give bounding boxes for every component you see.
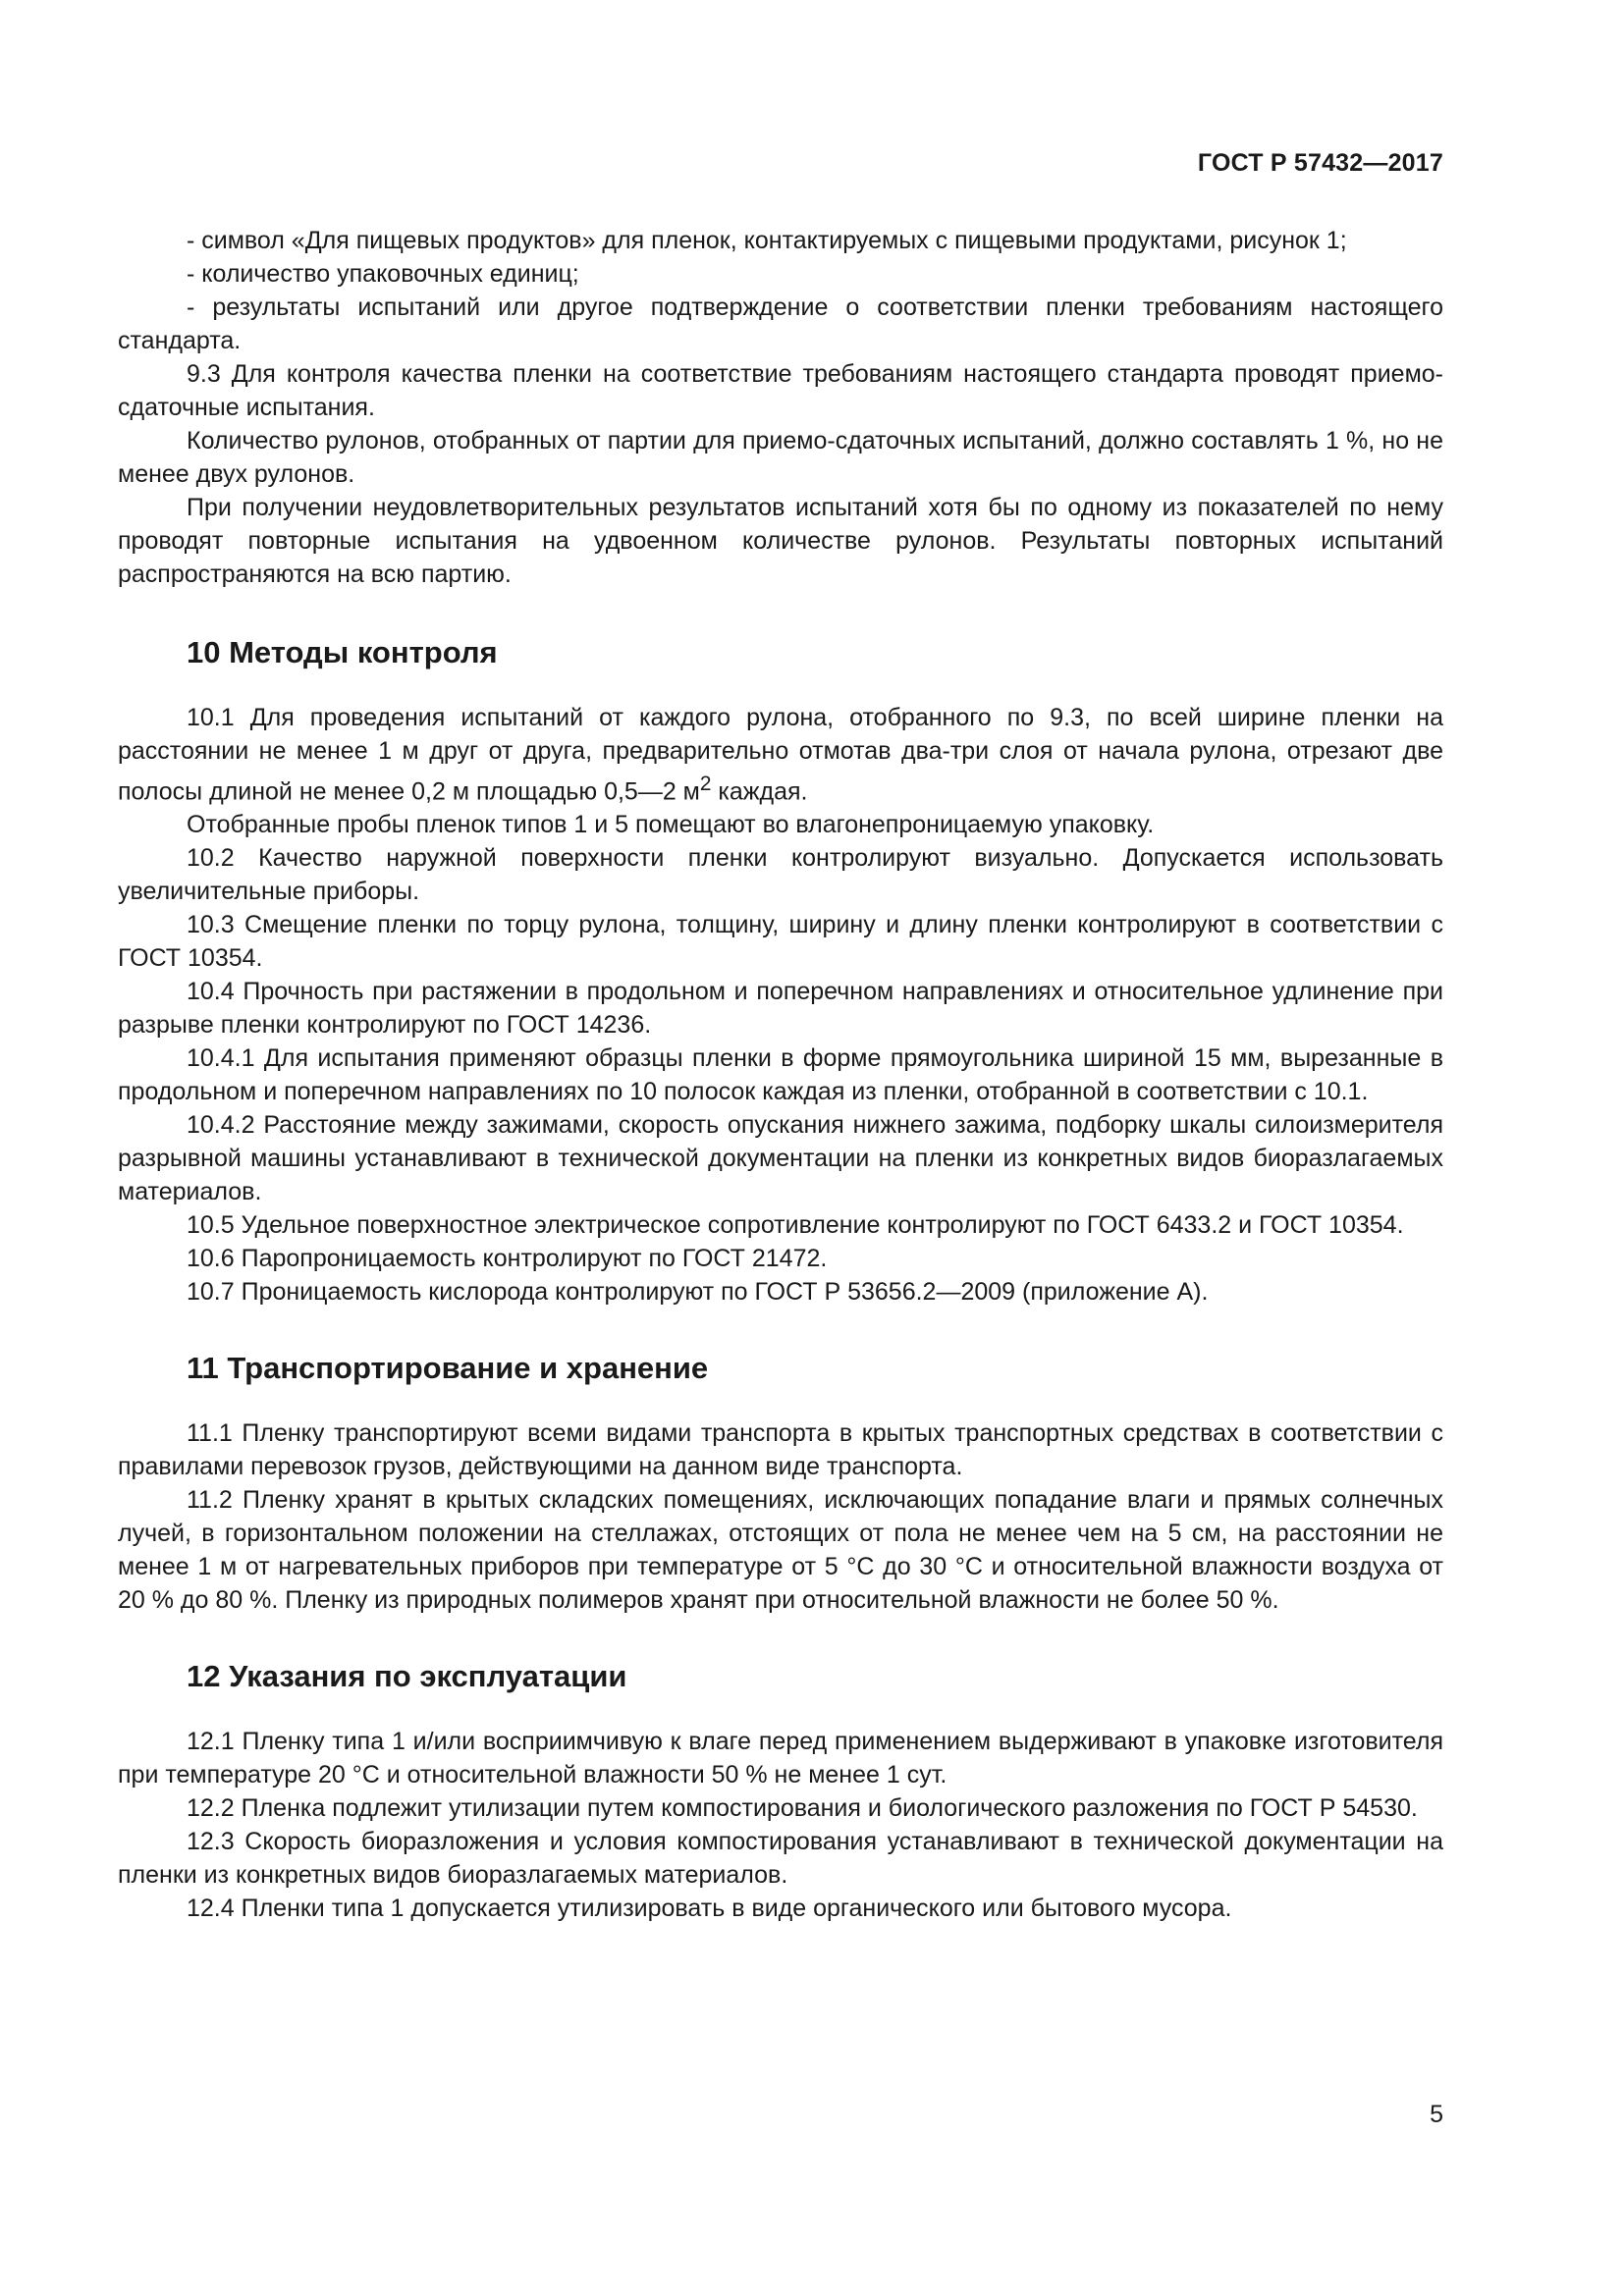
section-heading-11: 11 Транспортирование и хранение [187,1351,709,1386]
section-heading-10: 10 Методы контроля [187,635,498,669]
paragraph: Отобранные пробы пленок типов 1 и 5 помещают во влагонепроницаемую упаковку. [187,811,1155,839]
paragraph: 10.7 Проницаемость кислорода контролируют по ГОСТ Р 53656.2—2009 (приложение А). [187,1278,1209,1307]
superscript: 2 [699,773,712,795]
paragraph: 9.3 Для контроля качества пленки на соответствие требованиям настоящего стандарта проводят приемо-сдаточные испытания. [118,360,1443,421]
paragraph: - результаты испытаний или другое подтверждение о соответствии пленки требованиям настоящего стандарта. [118,294,1443,354]
paragraph: 12.1 Пленку типа 1 и/или восприимчивую к влаге перед применением выдерживают в упаковке изготовителя при температуре 20 °С и относительной влажности 50 % не менее 1 сут. [118,1728,1443,1789]
paragraph: 10.6 Паропроницаемость контролируют по ГОСТ 21472. [187,1245,828,1273]
paragraph: - символ «Для пищевых продуктов» для пленок, контактируемых с пищевыми продуктами, рисунок 1; [187,227,1347,254]
paragraph: 12.3 Скорость биоразложения и условия компостирования устанавливают в технической документации на пленки из конкретных видов биоразлагаемых материалов. [118,1828,1443,1890]
paragraph: 10.2 Качество наружной поверхности пленки контролируют визуально. Допускается использовать увеличительные приборы. [118,844,1443,906]
paragraph: 10.4 Прочность при растяжении в продольном и поперечном направлениях и относительное удлинение при разрыве пленки контролируют по ГОСТ 14236. [118,978,1443,1040]
paragraph: 11.2 Пленку хранят в крытых складских помещениях, исключающих попадание влаги и прямых солнечных лучей, в горизонтальном положении на стеллажах, отстоящих от пола не менее чем на 5 см, на расстоянии не менее 1 м от нагревательных приборов при температуре от 5 °С до 30 °С и относительной влажности воздуха от 20 % до 80 %. Пленку из природных полимеров хранят при относительной влажности не более 50 %. [118,1486,1443,1615]
paragraph [118,701,1443,808]
page-number: 5 [1430,2101,1443,2128]
paragraph: - количество упаковочных единиц; [187,260,579,288]
paragraph: 11.1 Пленку транспортируют всеми видами транспорта в крытых транспортных средствах в соответствии с правилами перевозок грузов, действующими на данном виде транспорта. [118,1419,1443,1481]
paragraph: 10.3 Смещение пленки по торцу рулона, толщину, ширину и длину пленки контролируют в соответствии с ГОСТ 10354. [118,911,1443,973]
document-header: ГОСТ Р 57432—2017 [1197,149,1443,177]
paragraph: 10.5 Удельное поверхностное электрическое сопротивление контролируют по ГОСТ 6433.2 и ГОСТ 10354. [187,1211,1404,1240]
paragraph: 10.4.1 Для испытания применяют образцы пленки в форме прямоугольника шириной 15 мм, вырезанные в продольном и поперечном направлениях по 10 полосок каждая из пленки, отобранной в соответствии с 10.1. [118,1044,1443,1106]
paragraph-text: каждая. [711,777,808,806]
paragraph: 10.4.2 Расстояние между зажимами, скорость опускания нижнего зажима, подборку шкалы силоизмерителя разрывной машины устанавливают в технической документации на пленки из конкретных видов биоразлагаемых материалов. [118,1111,1443,1206]
paragraph: При получении неудовлетворительных результатов испытаний хотя бы по одному из показателей по нему проводят повторные испытания на удвоенном количестве рулонов. Результаты повторных испытаний распространяются на всю партию. [118,494,1443,588]
paragraph: Количество рулонов, отобранных от партии для приемо-сдаточных испытаний, должно составлять 1 %, но не менее двух рулонов. [118,427,1443,488]
paragraph: 12.2 Пленка подлежит утилизации путем компостирования и биологического разложения по ГОСТ Р 54530. [187,1794,1418,1823]
paragraph: 12.4 Пленки типа 1 допускается утилизировать в виде органического или бытового мусора. [187,1895,1232,1923]
paragraph-text: 10.1 Для проведения испытаний от каждого рулона, отобранного по 9.3, по всей ширине пленки на расстоянии не менее 1 м друг от друга, предварительно отмотав два-три слоя от начала рулона, отрезают две полосы длиной не менее 0,2 м площадью 0,5—2 м [118,704,1443,806]
section-heading-12: 12 Указания по эксплуатации [187,1659,627,1694]
document-body [118,224,1443,1925]
